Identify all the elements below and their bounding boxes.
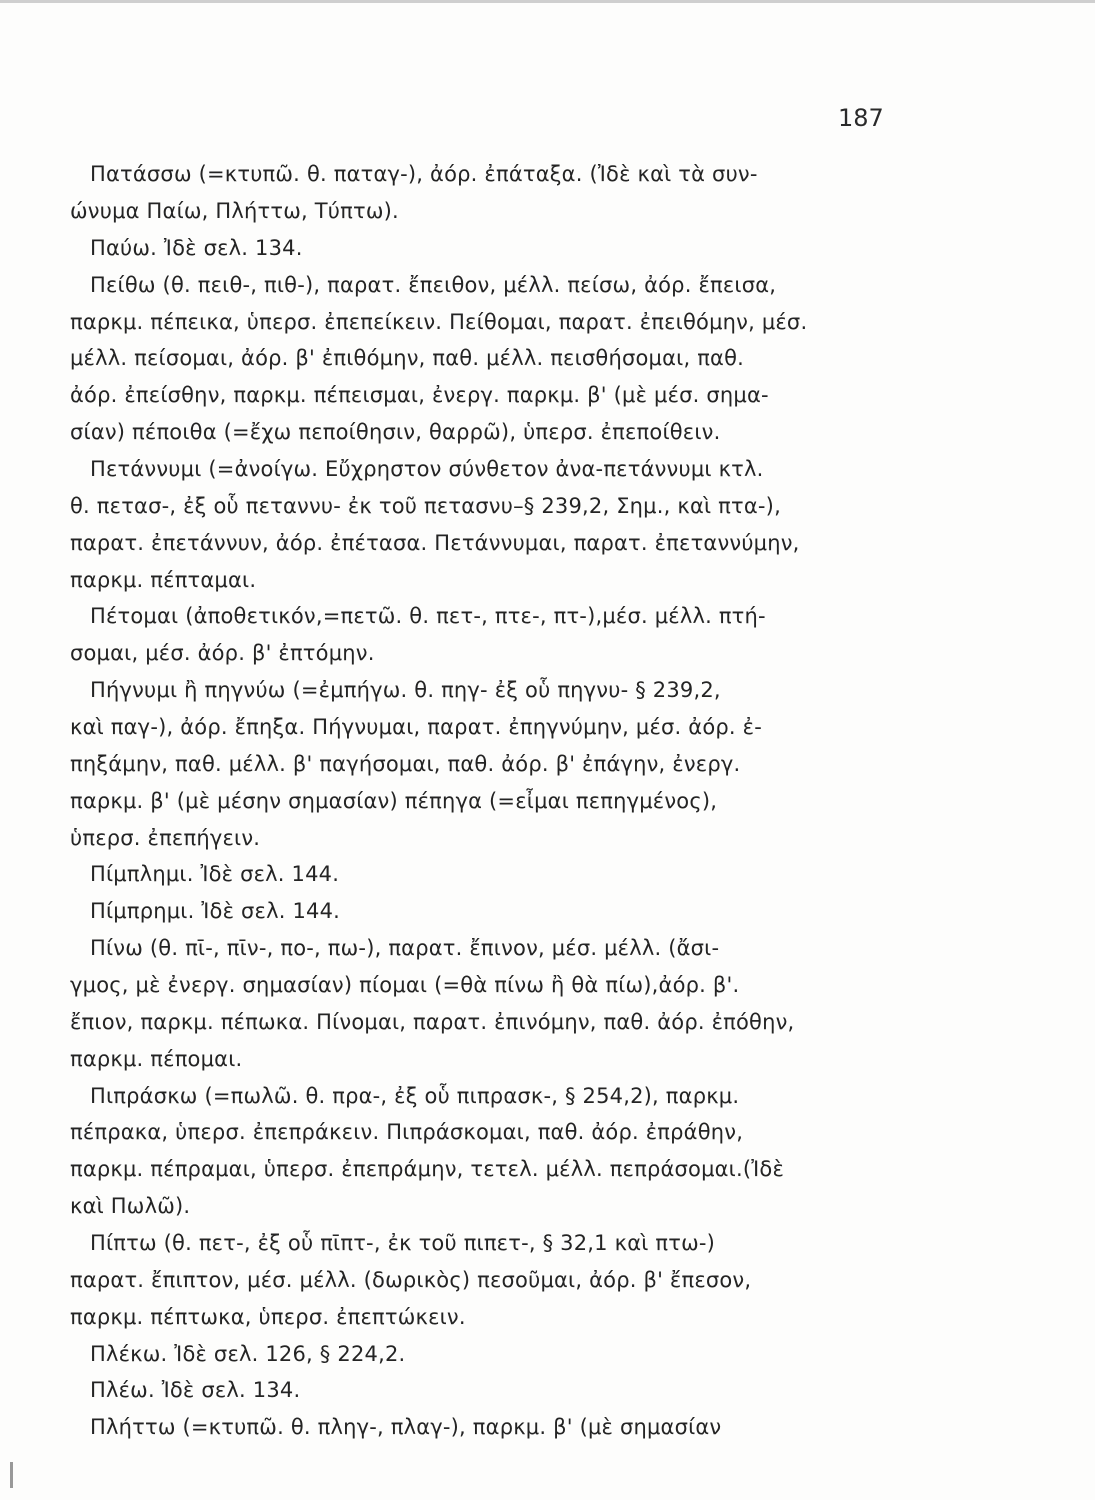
text-line: μέλλ. πείσομαι, ἀόρ. β' ἐπιθόμην, παθ. μέλλ. πεισθήσομαι, παθ. <box>70 346 745 370</box>
text-line: Πιπράσκω (=πωλῶ. θ. πρα-, ἐξ οὗ πιπρασκ-, § 254,2), παρκμ. <box>90 1084 740 1108</box>
text-line: ἔπιον, παρκμ. πέπωκα. Πίνομαι, παρατ. ἐπινόμην, παθ. ἀόρ. ἐπόθην, <box>70 1010 795 1034</box>
text-line: Πέτομαι (ἀποθετικόν,=πετῶ. θ. πετ-, πτε-, πτ-),μέσ. μέλλ. πτή- <box>90 604 766 628</box>
text-line: παρατ. ἔπιπτον, μέσ. μέλλ. (δωρικὸς) πεσοῦμαι, ἀόρ. β' ἔπεσον, <box>70 1268 752 1292</box>
text-line: παρκμ. πέπταμαι. <box>70 568 257 592</box>
text-line: πέπρακα, ὑπερσ. ἐπεπράκειν. Πιπράσκομαι, παθ. ἀόρ. ἐπράθην, <box>70 1120 744 1144</box>
text-line: ἀόρ. ἐπείσθην, παρκμ. πέπεισμαι, ἐνεργ. παρκμ. β' (μὲ μέσ. σημα- <box>70 383 769 407</box>
text-line: πηξάμην, παθ. μέλλ. β' παγήσομαι, παθ. ἀόρ. β' ἐπάγην, ἐνεργ. <box>70 752 741 776</box>
text-line: Πλήττω (=κτυπῶ. θ. πληγ-, πλαγ-), παρκμ. β' (μὲ σημασίαν <box>90 1415 722 1439</box>
text-line: παρκμ. πέπομαι. <box>70 1047 243 1071</box>
text-line: Πετάννυμι (=ἀνοίγω. Εὔχρηστον σύνθετον ἀνα-πετάννυμι κτλ. <box>90 457 764 481</box>
page-number: 187 <box>838 104 884 132</box>
text-line: παρκμ. πέπεικα, ὑπερσ. ἐπεπείκειν. Πείθομαι, παρατ. ἐπειθόμην, μέσ. <box>70 310 808 334</box>
text-line: παρκμ. β' (μὲ μέσην σημασίαν) πέπηγα (=εἶμαι πεπηγμένος), <box>70 789 718 813</box>
text-line: Πίμπρημι. Ἰδὲ σελ. 144. <box>90 899 341 923</box>
text-line: παρκμ. πέπτωκα, ὑπερσ. ἐπεπτώκειν. <box>70 1305 466 1329</box>
text-line: Πίμπλημι. Ἰδὲ σελ. 144. <box>90 862 340 886</box>
scan-mark <box>10 1462 13 1488</box>
text-line: Πλέκω. Ἰδὲ σελ. 126, § 224,2. <box>90 1342 406 1366</box>
text-line: καὶ Πωλῶ). <box>70 1194 191 1218</box>
text-line: ώνυμα Παίω, Πλήττω, Τύπτω). <box>70 199 399 223</box>
text-line: θ. πετασ-, ἐξ οὗ πεταννυ- ἐκ τοῦ πετασνυ–§ 239,2, Σημ., καὶ πτα-), <box>70 494 781 518</box>
text-line: Πήγνυμι ἢ πηγνύω (=ἐμπήγω. θ. πηγ- ἐξ οὗ πηγνυ- § 239,2, <box>90 678 721 702</box>
text-line: παρατ. ἐπετάννυν, ἀόρ. ἐπέτασα. Πετάννυμαι, παρατ. ἐπεταννύμην, <box>70 531 800 555</box>
text-line: Παύω. Ἰδὲ σελ. 134. <box>90 236 303 260</box>
text-line: Πλέω. Ἰδὲ σελ. 134. <box>90 1378 301 1402</box>
text-line: παρκμ. πέπραμαι, ὑπερσ. ἐπεπράμην, τετελ. μέλλ. πεπράσομαι.(Ἰδὲ <box>70 1157 785 1181</box>
text-line: γμος, μὲ ἐνεργ. σημασίαν) πίομαι (=θὰ πίνω ἢ θὰ πίω),ἀόρ. β'. <box>70 973 740 997</box>
text-line: σίαν) πέποιθα (=ἔχω πεποίθησιν, θαρρῶ), ὑπερσ. ἐπεποίθειν. <box>70 420 721 444</box>
text-line: Πίνω (θ. πῑ-, πῑν-, πο-, πω-), παρατ. ἔπινον, μέσ. μέλλ. (ἄσι- <box>90 936 720 960</box>
text-line: Πίπτω (θ. πετ-, ἐξ οὗ πῑπτ-, ἐκ τοῦ πιπετ-, § 32,1 καὶ πτω-) <box>90 1231 716 1255</box>
text-line: καὶ παγ-), ἀόρ. ἔπηξα. Πήγνυμαι, παρατ. ἐπηγνύμην, μέσ. ἀόρ. ἐ- <box>70 715 762 739</box>
text-line: σομαι, μέσ. ἀόρ. β' ἐπτόμην. <box>70 641 375 665</box>
text-line: Πείθω (θ. πειθ-, πιθ-), παρατ. ἔπειθον, μέλλ. πείσω, ἀόρ. ἔπεισα, <box>90 273 777 297</box>
text-line: ὑπερσ. ἐπεπήγειν. <box>70 826 261 850</box>
text-line: Πατάσσω (=κτυπῶ. θ. παταγ-), ἀόρ. ἐπάταξα. (Ἰδὲ καὶ τὰ συν- <box>90 162 758 186</box>
